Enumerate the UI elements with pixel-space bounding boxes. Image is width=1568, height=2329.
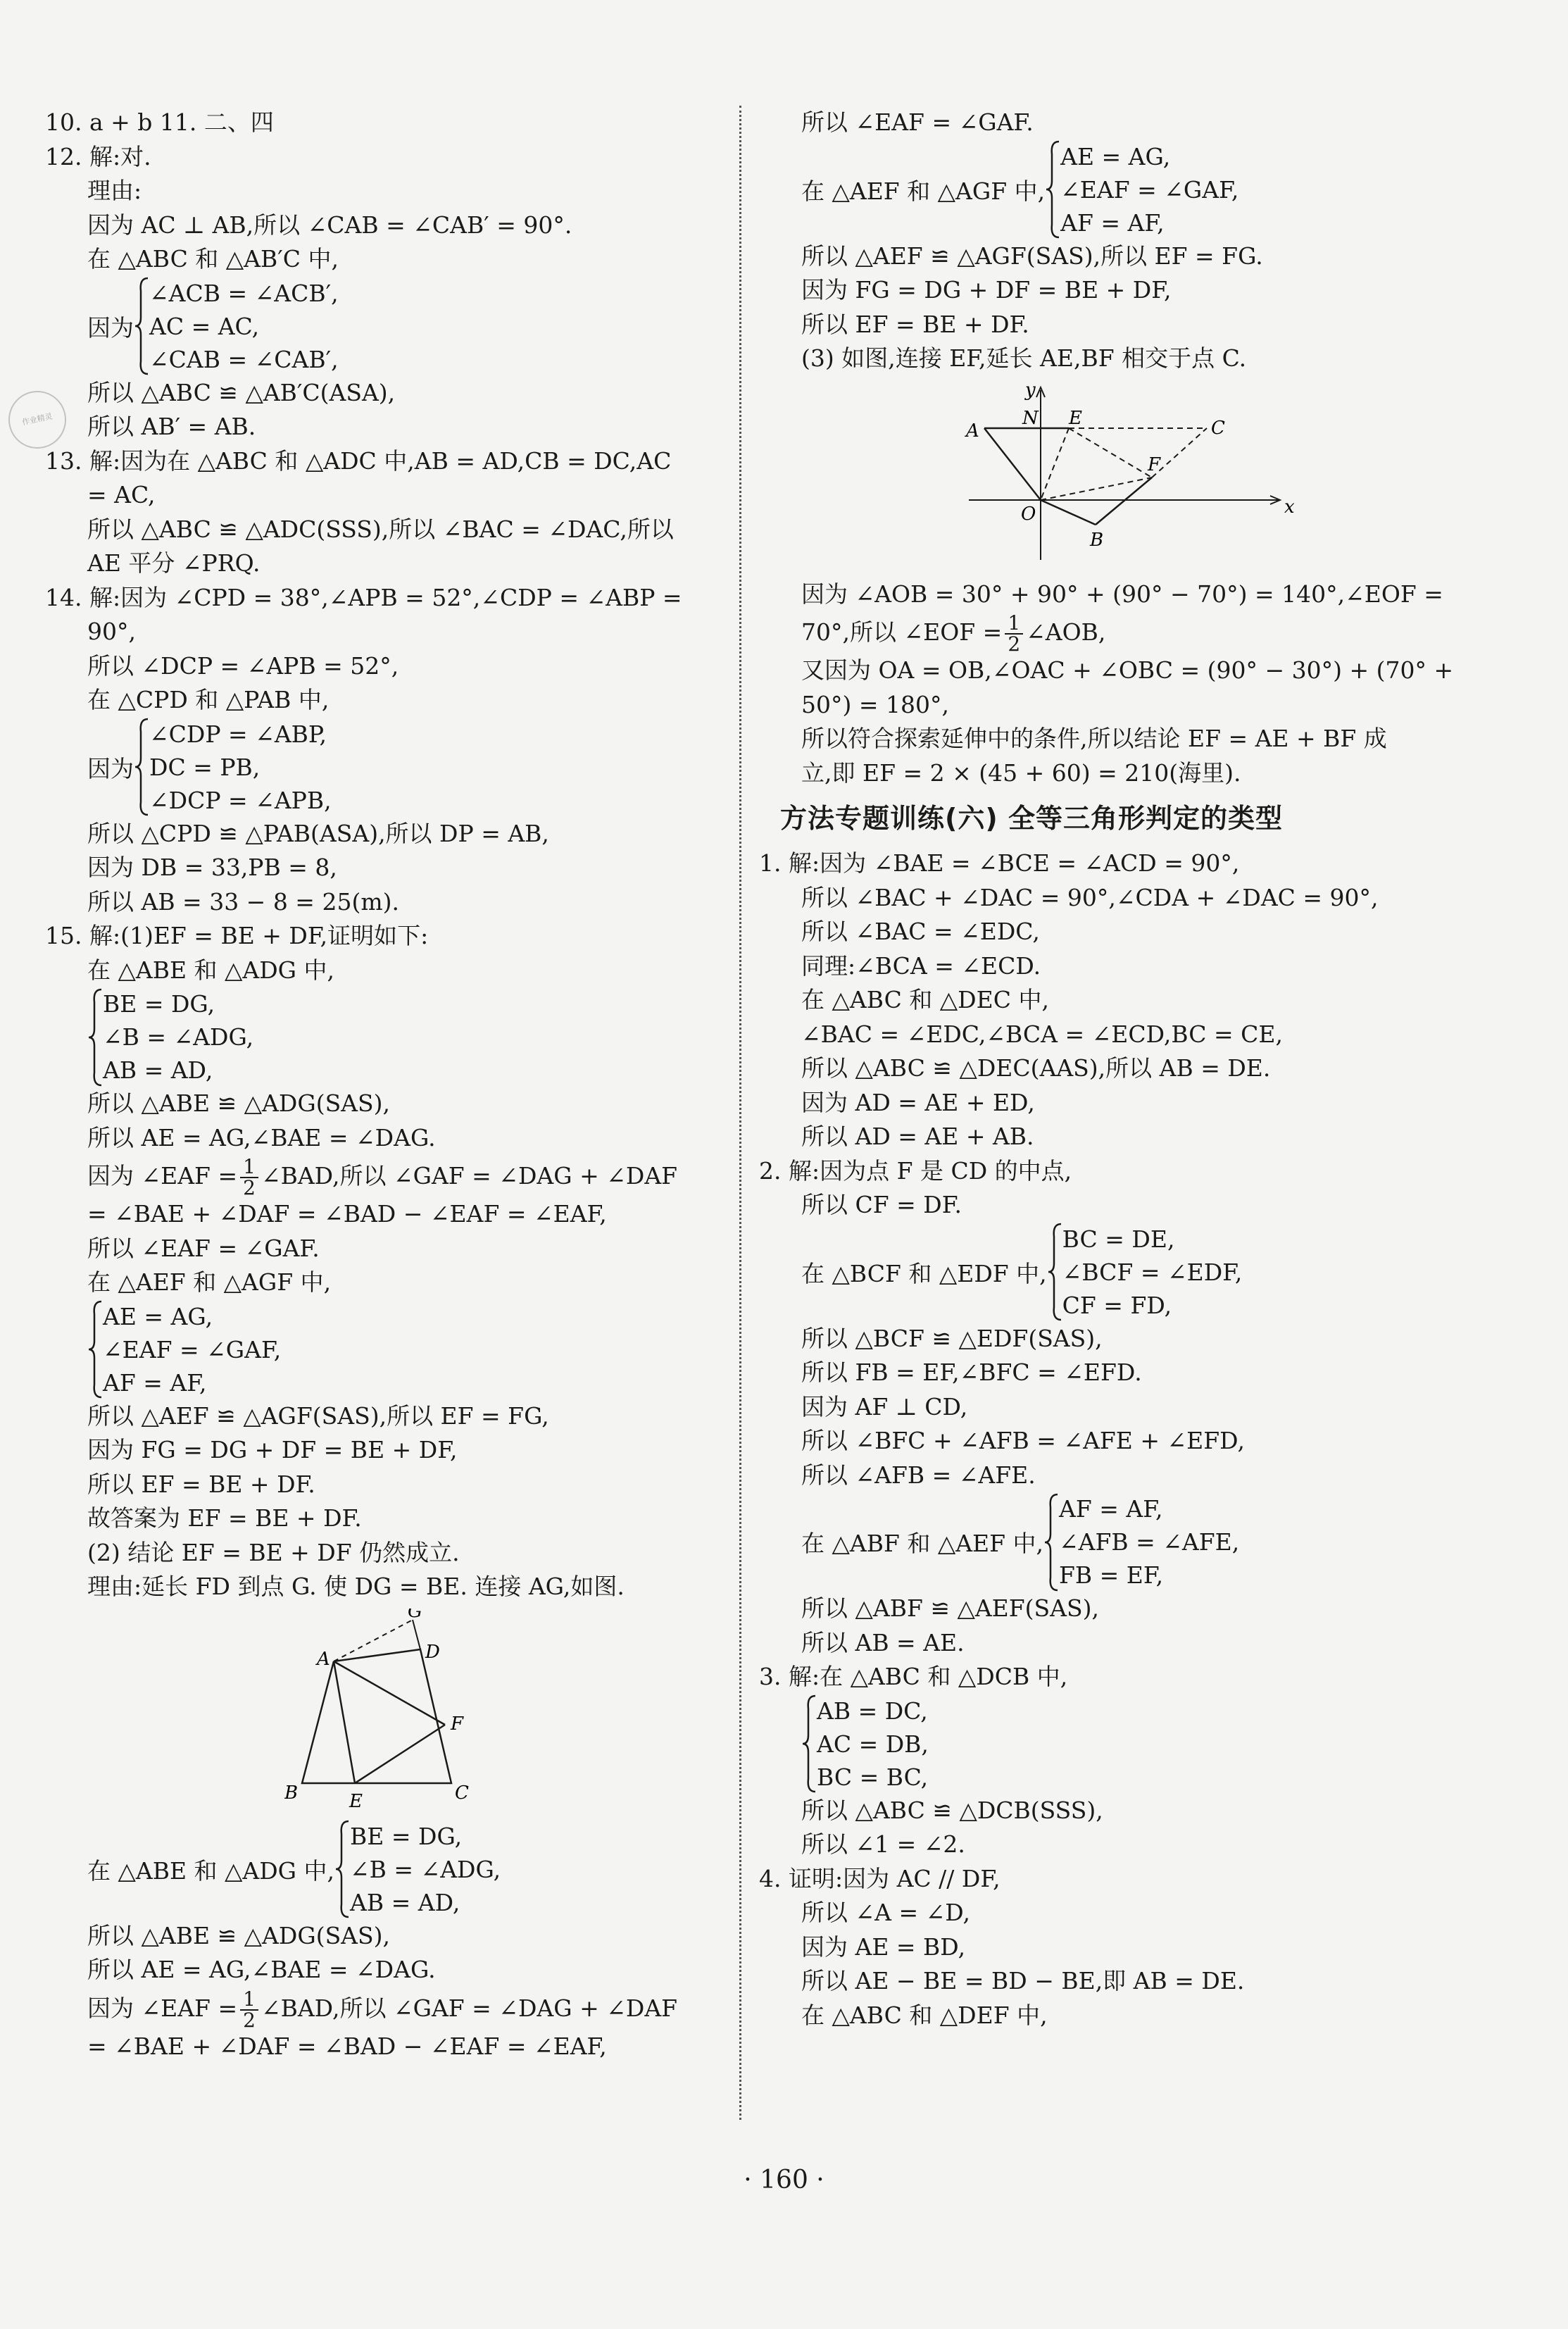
answer-line: 所以 ∠1 = ∠2. — [801, 1830, 965, 1858]
answer-line: 因为 AF ⊥ CD, — [801, 1392, 968, 1420]
system-row: CF = FD, — [1062, 1291, 1172, 1319]
answer-line: 15. 解:(1)EF = BE + DF,证明如下: — [45, 922, 429, 949]
label-A: A — [966, 420, 979, 442]
answer-line: 10. a + b 11. 二、四 — [45, 108, 274, 136]
brace-icon — [1047, 1223, 1062, 1322]
brace-icon — [1043, 1492, 1059, 1592]
answer-line: 3. 解:在 △ABC 和 △DCB 中, — [759, 1663, 1068, 1690]
answer-line: 在 △ABC 和 △DEF 中, — [801, 2001, 1048, 2029]
answer-line: 理由:延长 FD 到点 G. 使 DG = BE. 连接 AG,如图. — [87, 1573, 625, 1600]
answer-line: = ∠BAE + ∠DAF = ∠BAD − ∠EAF = ∠EAF, — [87, 2032, 607, 2060]
brace-icon — [87, 1300, 103, 1399]
answer-line: 所以 △ABC ≌ △ADC(SSS),所以 ∠BAC = ∠DAC,所以 — [87, 515, 674, 543]
answer-line: 所以 ∠EAF = ∠GAF. — [801, 108, 1034, 136]
answer-line: 50°) = 180°, — [801, 690, 949, 718]
equation-system — [759, 1492, 1470, 1592]
answer-line: 13. 解:因为在 △ABC 和 △ADC 中,AB = AD,CB = DC,AC — [45, 447, 672, 475]
system-row: AC = DB, — [817, 1730, 929, 1758]
left-column — [45, 106, 735, 2063]
watermark-stamp: 作业精灵 — [3, 385, 71, 454]
system-row: ∠ACB = ∠ACB′, — [149, 279, 339, 307]
system-row: AB = AD, — [103, 1056, 213, 1084]
system-row: BE = DG, — [350, 1822, 463, 1850]
system-prefix: 因为 — [87, 313, 134, 342]
answer-line: 在 △AEF 和 △AGF 中, — [87, 1268, 332, 1296]
system-row: AB = DC, — [817, 1697, 928, 1725]
system-row: ∠DCP = ∠APB, — [149, 786, 332, 814]
system-row: ∠B = ∠ADG, — [350, 1855, 501, 1883]
system-row: BC = DE, — [1062, 1225, 1175, 1253]
answer-line: 所以 △ABE ≌ △ADG(SAS), — [87, 1921, 390, 1949]
brace-icon — [134, 718, 149, 817]
system-row: ∠AFB = ∠AFE, — [1059, 1528, 1240, 1556]
system-prefix: 因为 — [87, 754, 134, 782]
answer-line: 在 △ABE 和 △ADG 中, — [87, 956, 335, 984]
answer-line: 同理:∠BCA = ∠ECD. — [801, 951, 1041, 980]
fraction: $\frac{1}{2}$ — [240, 1157, 258, 1198]
equation-system — [45, 987, 735, 1087]
quadrilateral-figure — [45, 1609, 735, 1816]
answer-line: 所以 AB = AE. — [801, 1628, 965, 1656]
answer-line: 因为 AC ⊥ AB,所以 ∠CAB = ∠CAB′ = 90°. — [87, 211, 572, 239]
equation-system — [45, 1300, 735, 1399]
label-F: F — [451, 1713, 464, 1735]
equation-system — [45, 718, 735, 817]
answer-line: 所以 △AEF ≌ △AGF(SAS),所以 EF = FG. — [801, 242, 1263, 270]
label-E: E — [349, 1790, 363, 1812]
label-C: C — [1211, 417, 1225, 439]
answer-line: 所以 EF = BE + DF. — [87, 1470, 315, 1498]
label-D: D — [425, 1641, 440, 1663]
system-prefix: 在 △AEF 和 △AGF 中, — [801, 177, 1046, 205]
label-x: x — [1284, 496, 1295, 518]
label-y: y — [1025, 380, 1036, 401]
answer-line: (2) 结论 EF = BE + DF 仍然成立. — [87, 1538, 460, 1566]
system-row: ∠CAB = ∠CAB′, — [149, 345, 339, 373]
label-A: A — [317, 1648, 330, 1670]
answer-line: 2. 解:因为点 F 是 CD 的中点, — [759, 1156, 1072, 1185]
brace-icon — [1045, 140, 1060, 239]
system-row: AF = AF, — [103, 1368, 207, 1397]
answer-line: 因为 FG = DG + DF = BE + DF, — [801, 276, 1172, 304]
coordinate-figure — [759, 380, 1470, 573]
system-row: BC = BC, — [817, 1763, 929, 1791]
answer-line: 因为 AE = BD, — [801, 1932, 966, 1961]
answer-line: AE 平分 ∠PRQ. — [87, 549, 261, 577]
label-C: C — [455, 1782, 469, 1804]
answer-line: 1. 解:因为 ∠BAE = ∠BCE = ∠ACD = 90°, — [759, 849, 1240, 877]
system-row: ∠BCF = ∠EDF, — [1062, 1258, 1243, 1286]
answer-line: 因为 ∠AOB = 30° + 90° + (90° − 70°) = 140°,∠EOF = — [801, 580, 1443, 608]
coordinate-diagram — [963, 380, 1301, 570]
answer-line: 所以 △ABE ≌ △ADG(SAS), — [87, 1089, 390, 1117]
answer-line: 因为 DB = 33,PB = 8, — [87, 854, 337, 881]
geometry-diagram — [284, 1609, 524, 1813]
column-divider — [739, 106, 741, 2120]
system-prefix: 在 △ABF 和 △AEF 中, — [801, 1530, 1044, 1557]
answer-line: 所以 ∠EAF = ∠GAF. — [87, 1234, 320, 1262]
answer-line: 所以 △ABC ≌ △DCB(SSS), — [801, 1796, 1103, 1824]
answer-line: 所以 △CPD ≌ △PAB(ASA),所以 DP = AB, — [87, 819, 549, 847]
answer-line: 所以 △ABF ≌ △AEF(SAS), — [801, 1594, 1099, 1622]
answer-line: 所以 AB′ = AB. — [87, 413, 256, 440]
answer-line: 14. 解:因为 ∠CPD = 38°,∠APB = 52°,∠CDP = ∠ABP = — [45, 583, 682, 611]
answer-line: 因为 ∠EAF = $\frac{1}{2}$ ∠BAD,所以 ∠GAF = ∠DAG + ∠DAF — [87, 1987, 678, 2032]
answer-line: 所以 AB = 33 − 8 = 25(m). — [87, 887, 399, 916]
equation-system — [759, 1694, 1470, 1794]
fraction: $\frac{1}{2}$ — [240, 1990, 258, 2030]
section-title: 方法专题训练(六) 全等三角形判定的类型 — [780, 803, 1283, 834]
page-number: · 160 · — [744, 2166, 824, 2194]
system-row: AC = AC, — [149, 312, 260, 340]
answer-line: = ∠BAE + ∠DAF = ∠BAD − ∠EAF = ∠EAF, — [87, 1200, 607, 1228]
equation-system — [45, 277, 735, 376]
answer-line: 所以 EF = BE + DF. — [801, 310, 1029, 338]
brace-icon — [801, 1694, 817, 1794]
system-row: AE = AG, — [103, 1302, 213, 1330]
answer-line: 所以 ∠BAC = ∠EDC, — [801, 918, 1040, 945]
answer-line: 所以 △AEF ≌ △AGF(SAS),所以 EF = FG, — [87, 1401, 549, 1430]
answer-line: 所以 △ABC ≌ △DEC(AAS),所以 AB = DE. — [801, 1054, 1271, 1082]
system-row: ∠EAF = ∠GAF, — [1060, 175, 1239, 204]
answer-line: 所以 ∠BAC + ∠DAC = 90°,∠CDA + ∠DAC = 90°, — [801, 883, 1379, 911]
system-row: FB = EF, — [1059, 1561, 1164, 1589]
answer-line: 理由: — [87, 177, 142, 204]
answer-line: 在 △CPD 和 △PAB 中, — [87, 686, 330, 713]
answer-line: 所以 CF = DF. — [801, 1191, 962, 1218]
answer-line: 所以 AD = AE + AB. — [801, 1123, 1034, 1150]
equation-system — [759, 140, 1470, 239]
label-E: E — [1069, 407, 1082, 429]
answer-line: 所以 ∠DCP = ∠APB = 52°, — [87, 651, 399, 680]
label-B: B — [1090, 529, 1104, 551]
answer-line: 所以 AE − BE = BD − BE,即 AB = DE. — [801, 1967, 1245, 1994]
answer-line: 所以 ∠AFB = ∠AFE. — [801, 1461, 1036, 1489]
system-row: ∠CDP = ∠ABP, — [149, 720, 327, 748]
label-N: N — [1022, 407, 1039, 429]
fraction: $\frac{1}{2}$ — [1005, 613, 1023, 654]
system-row: ∠B = ∠ADG, — [103, 1023, 254, 1051]
equation-system — [45, 1820, 735, 1919]
label-F: F — [1148, 454, 1161, 475]
system-row: AF = AF, — [1059, 1495, 1163, 1523]
system-prefix: 在 △ABE 和 △ADG 中, — [87, 1856, 335, 1885]
brace-icon — [87, 987, 103, 1087]
system-prefix: 在 △BCF 和 △EDF 中, — [801, 1259, 1047, 1287]
answer-line: 故答案为 EF = BE + DF. — [87, 1504, 362, 1532]
answer-line: 4. 证明:因为 AC // DF, — [759, 1864, 1001, 1892]
answer-line: 所以 △BCF ≌ △EDF(SAS), — [801, 1324, 1103, 1352]
system-row: AF = AF, — [1060, 208, 1165, 237]
answer-line: 所以符合探索延伸中的条件,所以结论 EF = AE + BF 成 — [801, 725, 1387, 752]
system-row: DC = PB, — [149, 753, 261, 781]
label-G: G — [408, 1608, 422, 1622]
answer-line: 所以 FB = EF,∠BFC = ∠EFD. — [801, 1359, 1142, 1386]
brace-icon — [334, 1820, 350, 1919]
answer-line: 所以 ∠BFC + ∠AFB = ∠AFE + ∠EFD, — [801, 1427, 1245, 1454]
answer-line: 因为 FG = DG + DF = BE + DF, — [87, 1436, 458, 1463]
answer-line: 所以 ∠A = ∠D, — [801, 1899, 971, 1926]
system-row: AE = AG, — [1060, 142, 1171, 170]
answer-line: 立,即 EF = 2 × (45 + 60) = 210(海里). — [801, 758, 1241, 787]
answer-line: 因为 ∠EAF = $\frac{1}{2}$ ∠BAD,所以 ∠GAF = ∠DAG + ∠DAF — [87, 1155, 678, 1199]
label-B: B — [284, 1782, 299, 1804]
answer-line: 又因为 OA = OB,∠OAC + ∠OBC = (90° − 30°) + (70° + — [801, 656, 1454, 684]
answer-line: 所以 AE = AG,∠BAE = ∠DAG. — [87, 1956, 436, 1983]
answer-line: 90°, — [87, 618, 136, 645]
answer-line: (3) 如图,连接 EF,延长 AE,BF 相交于点 C. — [801, 344, 1247, 372]
answer-line: ∠BAC = ∠EDC,∠BCA = ∠ECD,BC = CE, — [801, 1020, 1283, 1048]
system-row: ∠EAF = ∠GAF, — [103, 1335, 282, 1363]
answer-line: 所以 △ABC ≌ △AB′C(ASA), — [87, 378, 396, 406]
answer-line: 因为 AD = AE + ED, — [801, 1088, 1035, 1116]
answer-line: 所以 AE = AG,∠BAE = ∠DAG. — [87, 1123, 436, 1151]
answer-line: 在 △ABC 和 △AB′C 中, — [87, 245, 339, 273]
answer-line: 70°,所以 ∠EOF = $\frac{1}{2}$ ∠AOB, — [801, 611, 1106, 656]
brace-icon — [134, 277, 149, 376]
system-row: AB = AD, — [350, 1888, 460, 1916]
label-O: O — [1021, 503, 1036, 525]
answer-line: 12. 解:对. — [45, 142, 151, 170]
answer-line: = AC, — [87, 481, 156, 508]
right-column — [759, 106, 1470, 2033]
equation-system — [759, 1223, 1470, 1322]
system-row: BE = DG, — [103, 990, 215, 1018]
answer-line: 在 △ABC 和 △DEC 中, — [801, 986, 1049, 1013]
